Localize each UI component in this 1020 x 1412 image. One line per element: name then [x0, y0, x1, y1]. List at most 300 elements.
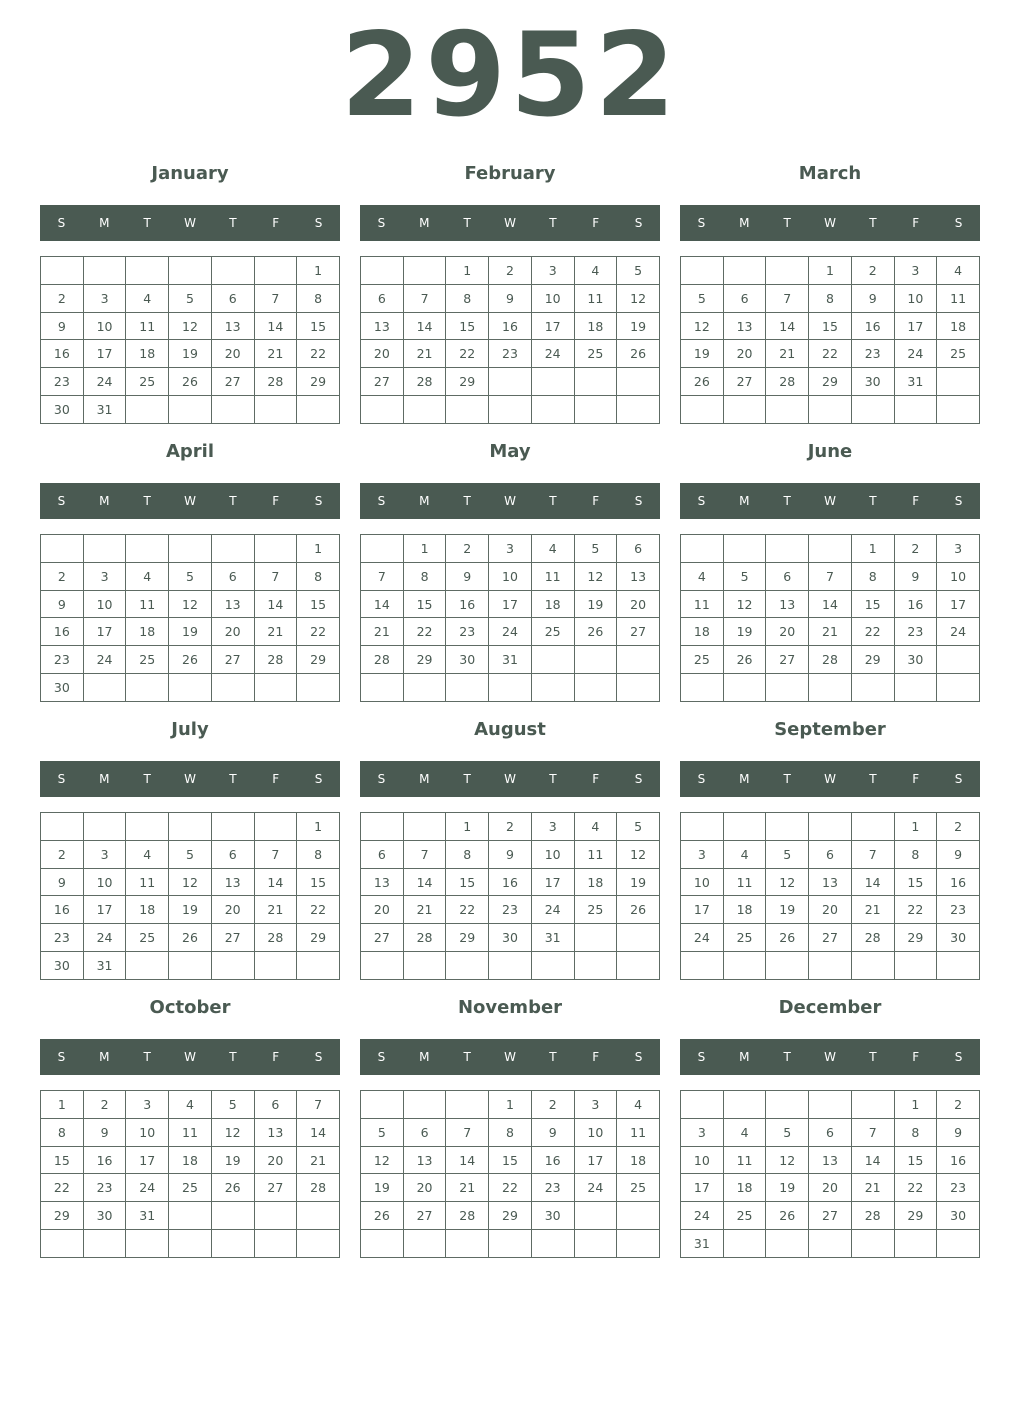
- day-cell[interactable]: 17: [681, 896, 724, 924]
- day-cell[interactable]: 15: [297, 590, 340, 618]
- day-cell[interactable]: 26: [574, 618, 617, 646]
- day-cell[interactable]: 4: [937, 257, 980, 285]
- day-cell[interactable]: 6: [211, 284, 254, 312]
- day-cell[interactable]: 10: [126, 1118, 169, 1146]
- day-cell[interactable]: 15: [297, 868, 340, 896]
- day-cell[interactable]: 16: [446, 590, 489, 618]
- day-cell[interactable]: 15: [446, 312, 489, 340]
- day-cell[interactable]: 5: [169, 840, 212, 868]
- day-cell[interactable]: 21: [851, 1174, 894, 1202]
- day-cell[interactable]: 12: [211, 1118, 254, 1146]
- day-cell[interactable]: 16: [41, 340, 84, 368]
- day-cell[interactable]: 24: [531, 340, 574, 368]
- day-cell[interactable]: 26: [169, 924, 212, 952]
- day-cell[interactable]: 12: [574, 562, 617, 590]
- day-cell[interactable]: 14: [809, 590, 852, 618]
- day-cell[interactable]: 26: [211, 1174, 254, 1202]
- day-cell[interactable]: 3: [574, 1091, 617, 1119]
- day-cell[interactable]: 24: [489, 618, 532, 646]
- day-cell[interactable]: 15: [894, 868, 937, 896]
- day-cell[interactable]: 21: [403, 340, 446, 368]
- day-cell[interactable]: 8: [809, 284, 852, 312]
- day-cell[interactable]: 3: [681, 1118, 724, 1146]
- day-cell[interactable]: 12: [169, 868, 212, 896]
- day-cell[interactable]: 7: [766, 284, 809, 312]
- day-cell[interactable]: 14: [254, 590, 297, 618]
- day-cell[interactable]: 9: [531, 1118, 574, 1146]
- day-cell[interactable]: 9: [83, 1118, 126, 1146]
- day-cell[interactable]: 24: [894, 340, 937, 368]
- day-cell[interactable]: 17: [894, 312, 937, 340]
- day-cell[interactable]: 20: [361, 340, 404, 368]
- day-cell[interactable]: 17: [126, 1146, 169, 1174]
- day-cell[interactable]: 19: [169, 340, 212, 368]
- day-cell[interactable]: 9: [894, 562, 937, 590]
- day-cell[interactable]: 26: [617, 896, 660, 924]
- day-cell[interactable]: 6: [211, 562, 254, 590]
- day-cell[interactable]: 16: [83, 1146, 126, 1174]
- day-cell[interactable]: 10: [894, 284, 937, 312]
- day-cell[interactable]: 23: [41, 368, 84, 396]
- day-cell[interactable]: 24: [83, 646, 126, 674]
- day-cell[interactable]: 5: [766, 1118, 809, 1146]
- day-cell[interactable]: 18: [126, 618, 169, 646]
- day-cell[interactable]: 21: [361, 618, 404, 646]
- day-cell[interactable]: 13: [361, 868, 404, 896]
- day-cell[interactable]: 24: [83, 368, 126, 396]
- day-cell[interactable]: 7: [254, 840, 297, 868]
- day-cell[interactable]: 27: [403, 1202, 446, 1230]
- day-cell[interactable]: 12: [766, 868, 809, 896]
- day-cell[interactable]: 8: [446, 840, 489, 868]
- day-cell[interactable]: 26: [169, 368, 212, 396]
- day-cell[interactable]: 16: [489, 312, 532, 340]
- day-cell[interactable]: 6: [809, 1118, 852, 1146]
- day-cell[interactable]: 5: [169, 562, 212, 590]
- day-cell[interactable]: 19: [723, 618, 766, 646]
- day-cell[interactable]: 18: [531, 590, 574, 618]
- day-cell[interactable]: 22: [489, 1174, 532, 1202]
- day-cell[interactable]: 7: [254, 284, 297, 312]
- day-cell[interactable]: 24: [681, 924, 724, 952]
- day-cell[interactable]: 17: [531, 868, 574, 896]
- day-cell[interactable]: 23: [894, 618, 937, 646]
- day-cell[interactable]: 23: [937, 1174, 980, 1202]
- day-cell[interactable]: 27: [766, 646, 809, 674]
- day-cell[interactable]: 30: [83, 1202, 126, 1230]
- day-cell[interactable]: 31: [894, 368, 937, 396]
- day-cell[interactable]: 14: [766, 312, 809, 340]
- day-cell[interactable]: 25: [169, 1174, 212, 1202]
- day-cell[interactable]: 18: [681, 618, 724, 646]
- day-cell[interactable]: 25: [574, 896, 617, 924]
- day-cell[interactable]: 25: [531, 618, 574, 646]
- day-cell[interactable]: 24: [574, 1174, 617, 1202]
- day-cell[interactable]: 17: [489, 590, 532, 618]
- day-cell[interactable]: 28: [297, 1174, 340, 1202]
- day-cell[interactable]: 20: [254, 1146, 297, 1174]
- day-cell[interactable]: 20: [809, 896, 852, 924]
- day-cell[interactable]: 28: [254, 646, 297, 674]
- day-cell[interactable]: 23: [41, 646, 84, 674]
- day-cell[interactable]: 6: [723, 284, 766, 312]
- day-cell[interactable]: 13: [361, 312, 404, 340]
- day-cell[interactable]: 24: [531, 896, 574, 924]
- day-cell[interactable]: 19: [361, 1174, 404, 1202]
- day-cell[interactable]: 25: [617, 1174, 660, 1202]
- day-cell[interactable]: 22: [894, 896, 937, 924]
- day-cell[interactable]: 7: [446, 1118, 489, 1146]
- day-cell[interactable]: 1: [403, 535, 446, 563]
- day-cell[interactable]: 5: [169, 284, 212, 312]
- day-cell[interactable]: 19: [574, 590, 617, 618]
- day-cell[interactable]: 4: [126, 562, 169, 590]
- day-cell[interactable]: 6: [403, 1118, 446, 1146]
- day-cell[interactable]: 20: [211, 340, 254, 368]
- day-cell[interactable]: 13: [766, 590, 809, 618]
- day-cell[interactable]: 2: [489, 813, 532, 841]
- day-cell[interactable]: 28: [361, 646, 404, 674]
- day-cell[interactable]: 14: [403, 312, 446, 340]
- day-cell[interactable]: 21: [851, 896, 894, 924]
- day-cell[interactable]: 16: [531, 1146, 574, 1174]
- day-cell[interactable]: 29: [41, 1202, 84, 1230]
- day-cell[interactable]: 3: [531, 813, 574, 841]
- day-cell[interactable]: 30: [41, 396, 84, 424]
- day-cell[interactable]: 19: [169, 896, 212, 924]
- day-cell[interactable]: 21: [254, 896, 297, 924]
- day-cell[interactable]: 12: [723, 590, 766, 618]
- day-cell[interactable]: 22: [894, 1174, 937, 1202]
- day-cell[interactable]: 22: [809, 340, 852, 368]
- day-cell[interactable]: 1: [297, 535, 340, 563]
- day-cell[interactable]: 20: [361, 896, 404, 924]
- day-cell[interactable]: 24: [937, 618, 980, 646]
- day-cell[interactable]: 12: [361, 1146, 404, 1174]
- day-cell[interactable]: 21: [446, 1174, 489, 1202]
- day-cell[interactable]: 27: [211, 368, 254, 396]
- day-cell[interactable]: 15: [297, 312, 340, 340]
- day-cell[interactable]: 1: [446, 257, 489, 285]
- day-cell[interactable]: 28: [446, 1202, 489, 1230]
- day-cell[interactable]: 4: [723, 1118, 766, 1146]
- day-cell[interactable]: 8: [894, 1118, 937, 1146]
- day-cell[interactable]: 4: [617, 1091, 660, 1119]
- day-cell[interactable]: 4: [169, 1091, 212, 1119]
- day-cell[interactable]: 16: [851, 312, 894, 340]
- day-cell[interactable]: 11: [531, 562, 574, 590]
- day-cell[interactable]: 10: [937, 562, 980, 590]
- day-cell[interactable]: 18: [723, 1174, 766, 1202]
- day-cell[interactable]: 5: [723, 562, 766, 590]
- day-cell[interactable]: 2: [41, 284, 84, 312]
- day-cell[interactable]: 15: [489, 1146, 532, 1174]
- day-cell[interactable]: 28: [809, 646, 852, 674]
- day-cell[interactable]: 27: [254, 1174, 297, 1202]
- day-cell[interactable]: 14: [446, 1146, 489, 1174]
- day-cell[interactable]: 20: [809, 1174, 852, 1202]
- day-cell[interactable]: 25: [126, 646, 169, 674]
- day-cell[interactable]: 28: [766, 368, 809, 396]
- day-cell[interactable]: 28: [851, 1202, 894, 1230]
- day-cell[interactable]: 22: [446, 896, 489, 924]
- day-cell[interactable]: 14: [851, 868, 894, 896]
- day-cell[interactable]: 2: [83, 1091, 126, 1119]
- day-cell[interactable]: 14: [254, 312, 297, 340]
- day-cell[interactable]: 31: [489, 646, 532, 674]
- day-cell[interactable]: 8: [403, 562, 446, 590]
- day-cell[interactable]: 7: [403, 840, 446, 868]
- day-cell[interactable]: 16: [489, 868, 532, 896]
- day-cell[interactable]: 9: [41, 312, 84, 340]
- day-cell[interactable]: 11: [723, 1146, 766, 1174]
- day-cell[interactable]: 19: [617, 868, 660, 896]
- day-cell[interactable]: 15: [851, 590, 894, 618]
- day-cell[interactable]: 5: [681, 284, 724, 312]
- day-cell[interactable]: 30: [937, 1202, 980, 1230]
- day-cell[interactable]: 17: [83, 340, 126, 368]
- day-cell[interactable]: 19: [169, 618, 212, 646]
- day-cell[interactable]: 15: [809, 312, 852, 340]
- day-cell[interactable]: 11: [681, 590, 724, 618]
- day-cell[interactable]: 19: [681, 340, 724, 368]
- day-cell[interactable]: 29: [894, 1202, 937, 1230]
- day-cell[interactable]: 9: [489, 284, 532, 312]
- day-cell[interactable]: 23: [446, 618, 489, 646]
- day-cell[interactable]: 2: [851, 257, 894, 285]
- day-cell[interactable]: 7: [361, 562, 404, 590]
- day-cell[interactable]: 4: [574, 257, 617, 285]
- day-cell[interactable]: 13: [403, 1146, 446, 1174]
- day-cell[interactable]: 19: [766, 896, 809, 924]
- day-cell[interactable]: 5: [617, 257, 660, 285]
- day-cell[interactable]: 1: [894, 1091, 937, 1119]
- day-cell[interactable]: 11: [574, 284, 617, 312]
- day-cell[interactable]: 9: [937, 840, 980, 868]
- day-cell[interactable]: 17: [83, 896, 126, 924]
- day-cell[interactable]: 16: [894, 590, 937, 618]
- day-cell[interactable]: 2: [937, 813, 980, 841]
- day-cell[interactable]: 3: [83, 562, 126, 590]
- day-cell[interactable]: 25: [126, 924, 169, 952]
- day-cell[interactable]: 29: [851, 646, 894, 674]
- day-cell[interactable]: 22: [851, 618, 894, 646]
- day-cell[interactable]: 30: [41, 952, 84, 980]
- day-cell[interactable]: 26: [617, 340, 660, 368]
- day-cell[interactable]: 12: [681, 312, 724, 340]
- day-cell[interactable]: 16: [937, 1146, 980, 1174]
- day-cell[interactable]: 2: [894, 535, 937, 563]
- day-cell[interactable]: 29: [403, 646, 446, 674]
- day-cell[interactable]: 1: [446, 813, 489, 841]
- day-cell[interactable]: 27: [617, 618, 660, 646]
- day-cell[interactable]: 26: [766, 924, 809, 952]
- day-cell[interactable]: 14: [254, 868, 297, 896]
- day-cell[interactable]: 18: [574, 312, 617, 340]
- day-cell[interactable]: 3: [489, 535, 532, 563]
- day-cell[interactable]: 30: [937, 924, 980, 952]
- day-cell[interactable]: 29: [446, 368, 489, 396]
- day-cell[interactable]: 6: [617, 535, 660, 563]
- day-cell[interactable]: 10: [574, 1118, 617, 1146]
- day-cell[interactable]: 10: [681, 868, 724, 896]
- day-cell[interactable]: 12: [617, 840, 660, 868]
- day-cell[interactable]: 2: [489, 257, 532, 285]
- day-cell[interactable]: 11: [617, 1118, 660, 1146]
- day-cell[interactable]: 13: [809, 1146, 852, 1174]
- day-cell[interactable]: 22: [297, 896, 340, 924]
- day-cell[interactable]: 20: [766, 618, 809, 646]
- day-cell[interactable]: 28: [403, 924, 446, 952]
- day-cell[interactable]: 27: [361, 368, 404, 396]
- day-cell[interactable]: 14: [297, 1118, 340, 1146]
- day-cell[interactable]: 6: [766, 562, 809, 590]
- day-cell[interactable]: 2: [937, 1091, 980, 1119]
- day-cell[interactable]: 16: [41, 618, 84, 646]
- day-cell[interactable]: 31: [126, 1202, 169, 1230]
- day-cell[interactable]: 13: [254, 1118, 297, 1146]
- day-cell[interactable]: 9: [446, 562, 489, 590]
- day-cell[interactable]: 29: [446, 924, 489, 952]
- day-cell[interactable]: 1: [851, 535, 894, 563]
- day-cell[interactable]: 23: [489, 340, 532, 368]
- day-cell[interactable]: 8: [297, 840, 340, 868]
- day-cell[interactable]: 6: [361, 284, 404, 312]
- day-cell[interactable]: 10: [489, 562, 532, 590]
- day-cell[interactable]: 13: [723, 312, 766, 340]
- day-cell[interactable]: 15: [41, 1146, 84, 1174]
- day-cell[interactable]: 22: [41, 1174, 84, 1202]
- day-cell[interactable]: 3: [83, 284, 126, 312]
- day-cell[interactable]: 19: [766, 1174, 809, 1202]
- day-cell[interactable]: 14: [403, 868, 446, 896]
- day-cell[interactable]: 20: [403, 1174, 446, 1202]
- day-cell[interactable]: 29: [297, 924, 340, 952]
- day-cell[interactable]: 10: [83, 590, 126, 618]
- day-cell[interactable]: 12: [169, 312, 212, 340]
- day-cell[interactable]: 24: [126, 1174, 169, 1202]
- day-cell[interactable]: 9: [851, 284, 894, 312]
- day-cell[interactable]: 11: [937, 284, 980, 312]
- day-cell[interactable]: 25: [937, 340, 980, 368]
- day-cell[interactable]: 18: [169, 1146, 212, 1174]
- day-cell[interactable]: 28: [851, 924, 894, 952]
- day-cell[interactable]: 23: [937, 896, 980, 924]
- day-cell[interactable]: 21: [766, 340, 809, 368]
- day-cell[interactable]: 21: [254, 618, 297, 646]
- day-cell[interactable]: 11: [574, 840, 617, 868]
- day-cell[interactable]: 12: [766, 1146, 809, 1174]
- day-cell[interactable]: 21: [403, 896, 446, 924]
- day-cell[interactable]: 30: [531, 1202, 574, 1230]
- day-cell[interactable]: 23: [531, 1174, 574, 1202]
- day-cell[interactable]: 31: [83, 396, 126, 424]
- day-cell[interactable]: 6: [211, 840, 254, 868]
- day-cell[interactable]: 19: [211, 1146, 254, 1174]
- day-cell[interactable]: 16: [41, 896, 84, 924]
- day-cell[interactable]: 16: [937, 868, 980, 896]
- day-cell[interactable]: 2: [446, 535, 489, 563]
- day-cell[interactable]: 2: [41, 562, 84, 590]
- day-cell[interactable]: 8: [894, 840, 937, 868]
- day-cell[interactable]: 27: [211, 924, 254, 952]
- day-cell[interactable]: 7: [254, 562, 297, 590]
- day-cell[interactable]: 31: [83, 952, 126, 980]
- day-cell[interactable]: 8: [489, 1118, 532, 1146]
- day-cell[interactable]: 8: [851, 562, 894, 590]
- day-cell[interactable]: 6: [809, 840, 852, 868]
- day-cell[interactable]: 9: [937, 1118, 980, 1146]
- day-cell[interactable]: 1: [297, 813, 340, 841]
- day-cell[interactable]: 11: [126, 590, 169, 618]
- day-cell[interactable]: 10: [83, 312, 126, 340]
- day-cell[interactable]: 18: [126, 896, 169, 924]
- day-cell[interactable]: 21: [297, 1146, 340, 1174]
- day-cell[interactable]: 30: [489, 924, 532, 952]
- day-cell[interactable]: 25: [574, 340, 617, 368]
- day-cell[interactable]: 15: [403, 590, 446, 618]
- day-cell[interactable]: 6: [361, 840, 404, 868]
- day-cell[interactable]: 1: [41, 1091, 84, 1119]
- day-cell[interactable]: 23: [489, 896, 532, 924]
- day-cell[interactable]: 25: [723, 924, 766, 952]
- day-cell[interactable]: 30: [446, 646, 489, 674]
- day-cell[interactable]: 24: [83, 924, 126, 952]
- day-cell[interactable]: 25: [126, 368, 169, 396]
- day-cell[interactable]: 24: [681, 1202, 724, 1230]
- day-cell[interactable]: 20: [211, 618, 254, 646]
- day-cell[interactable]: 22: [297, 618, 340, 646]
- day-cell[interactable]: 1: [894, 813, 937, 841]
- day-cell[interactable]: 11: [126, 868, 169, 896]
- day-cell[interactable]: 28: [403, 368, 446, 396]
- day-cell[interactable]: 13: [211, 590, 254, 618]
- day-cell[interactable]: 22: [446, 340, 489, 368]
- day-cell[interactable]: 4: [531, 535, 574, 563]
- day-cell[interactable]: 8: [41, 1118, 84, 1146]
- day-cell[interactable]: 4: [574, 813, 617, 841]
- day-cell[interactable]: 23: [41, 924, 84, 952]
- day-cell[interactable]: 26: [681, 368, 724, 396]
- day-cell[interactable]: 13: [211, 868, 254, 896]
- day-cell[interactable]: 2: [41, 840, 84, 868]
- day-cell[interactable]: 29: [297, 646, 340, 674]
- day-cell[interactable]: 27: [723, 368, 766, 396]
- day-cell[interactable]: 1: [489, 1091, 532, 1119]
- day-cell[interactable]: 9: [41, 590, 84, 618]
- day-cell[interactable]: 17: [531, 312, 574, 340]
- day-cell[interactable]: 15: [894, 1146, 937, 1174]
- day-cell[interactable]: 3: [894, 257, 937, 285]
- day-cell[interactable]: 31: [531, 924, 574, 952]
- day-cell[interactable]: 6: [254, 1091, 297, 1119]
- day-cell[interactable]: 18: [574, 868, 617, 896]
- day-cell[interactable]: 20: [723, 340, 766, 368]
- day-cell[interactable]: 18: [126, 340, 169, 368]
- day-cell[interactable]: 3: [937, 535, 980, 563]
- day-cell[interactable]: 25: [681, 646, 724, 674]
- day-cell[interactable]: 17: [937, 590, 980, 618]
- day-cell[interactable]: 4: [723, 840, 766, 868]
- day-cell[interactable]: 5: [361, 1118, 404, 1146]
- day-cell[interactable]: 25: [723, 1202, 766, 1230]
- day-cell[interactable]: 1: [809, 257, 852, 285]
- day-cell[interactable]: 5: [574, 535, 617, 563]
- day-cell[interactable]: 10: [681, 1146, 724, 1174]
- day-cell[interactable]: 11: [126, 312, 169, 340]
- day-cell[interactable]: 1: [297, 257, 340, 285]
- day-cell[interactable]: 29: [809, 368, 852, 396]
